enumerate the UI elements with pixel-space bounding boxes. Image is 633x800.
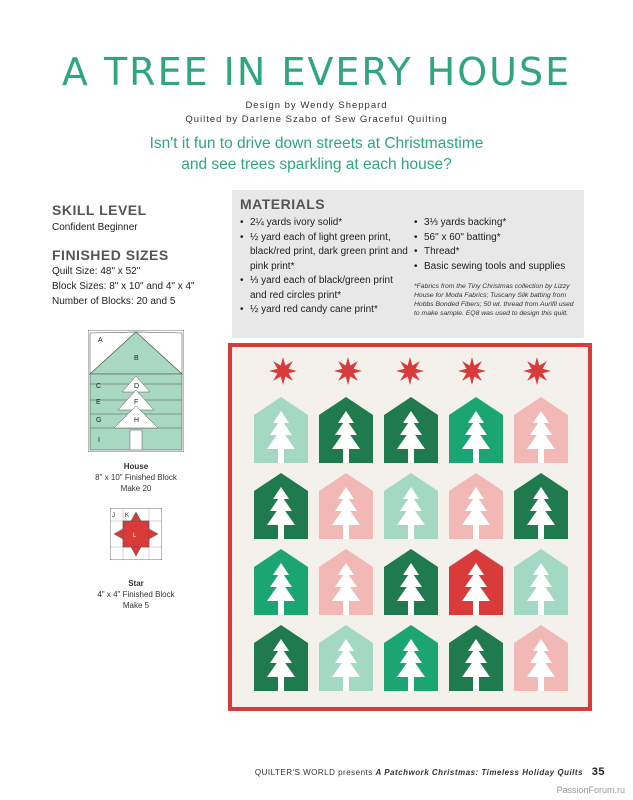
materials-box [232,190,584,338]
finished-sizes-heading: FINISHED SIZES [52,247,169,263]
star-block-caption [88,578,184,611]
house-label-c: C [96,383,102,390]
block-sizes: Block Sizes: 8" x 10" and 4" x 4" [52,281,195,292]
material-item: • 56" x 60" batting* [414,231,579,246]
quilt-size: Quilt Size: 48" x 52" [52,266,141,277]
star-label-l: L [133,533,137,539]
star-block-diagram [110,508,162,560]
quilt-star [523,357,551,385]
star-label-j: J [112,513,115,519]
quilt-star [269,357,297,385]
intro-line-1: Isn't it fun to drive down streets at Christmastime [149,135,484,152]
house-label-b: B [134,355,139,362]
house-label-g: G [96,417,102,424]
skill-level-heading: SKILL LEVEL [52,202,147,218]
quilt-photo [228,343,592,711]
quilter-credit: Quilted by Darlene Szabo of Sew Graceful Quilting [185,114,448,125]
materials-list-left [240,216,408,318]
house-block-caption [88,461,184,494]
footer-presents: presents [338,768,373,777]
page-number: 35 [591,766,605,778]
materials-heading: MATERIALS [240,196,326,212]
house-label-h: H [134,417,140,424]
quilt-star [334,357,362,385]
skill-level-value: Confident Beginner [52,222,138,233]
watermark: PassionForum.ru [556,785,625,795]
material-item: • ½ yard red candy cane print* [240,303,408,318]
designer-credit: Design by Wendy Sheppard [245,100,388,111]
material-item: • 2¼ yards ivory solid* [240,216,408,231]
house-label-f: F [134,399,139,406]
materials-list-right [414,216,579,274]
quilt-star [458,357,486,385]
material-item: • ½ yard each of light green print, black/red print, dark green print and pink print* [240,231,408,275]
number-of-blocks: Number of Blocks: 20 and 5 [52,296,176,307]
house-label-e: E [96,399,101,406]
materials-note: *Fabrics from the Tiny Christmas collection by Lizzy House for Moda Fabrics; Tuscany Silk batting from Hobbs Bonded Fibers; 50 wt. thread from Aurifil used to make sample. EQ8 was used to design this quilt. [414,283,574,317]
house-block-size: 8" x 10" Finished Block [95,473,177,482]
house-label-d: D [134,383,140,390]
footer-book-title: A Patchwork Christmas: Timeless Holiday Quilts [375,768,584,777]
star-block-size: 4" x 4" Finished Block [97,590,175,599]
house-block-diagram [88,330,184,452]
material-item: • ⅓ yard each of black/green print and red circles print* [240,274,408,303]
house-label-a: A [98,337,103,344]
star-block-name: Star [128,579,144,588]
house-label-i: I [98,437,100,444]
star-label-k: K [125,513,130,519]
quilt-star [396,357,424,385]
house-block-name: House [123,462,149,471]
intro-text [0,133,633,175]
footer-brand: QUILTER'S WORLD [254,768,336,777]
material-item: • Thread* [414,245,579,260]
material-item: • Basic sewing tools and supplies [414,260,579,275]
material-item: • 3⅓ yards backing* [414,216,579,231]
house-block-make: Make 20 [120,484,152,493]
intro-line-2: and see trees sparkling at each house? [181,156,452,173]
star-block-make: Make 5 [122,601,150,610]
page-title: A TREE IN EVERY HOUSE [61,50,572,94]
page-footer [255,766,605,778]
